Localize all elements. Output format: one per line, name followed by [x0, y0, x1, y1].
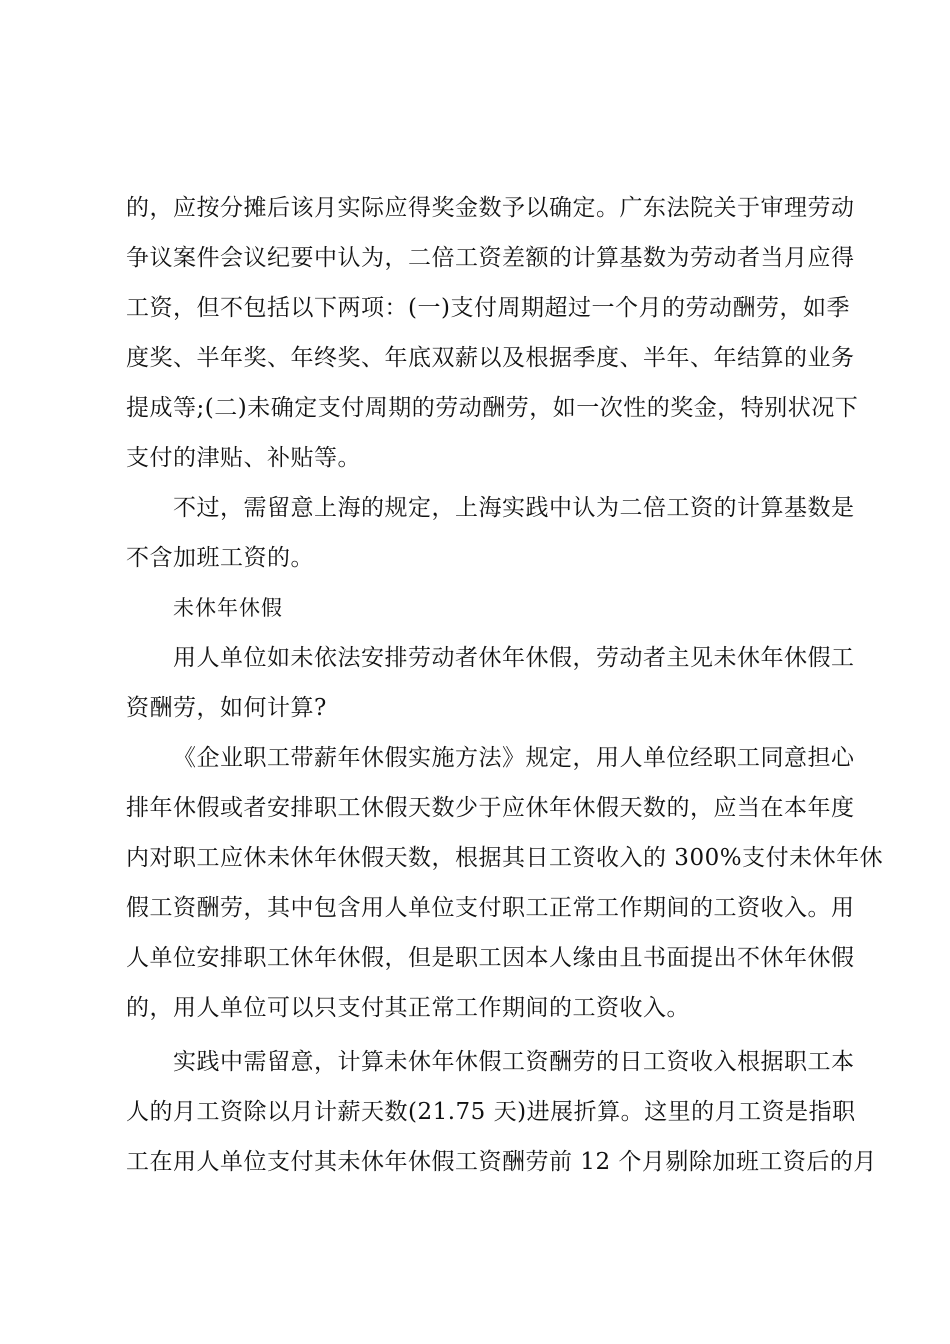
text-line: 人的月工资除以月计薪天数(21.75 天)进展折算。这里的月工资是指职 — [126, 1099, 856, 1125]
text-line: 不含加班工资的。 — [126, 545, 314, 571]
text-line: 假工资酬劳，其中包含用人单位支付职工正常工作期间的工资收入。用 — [126, 895, 855, 921]
text-line: 提成等;(二)未确定支付周期的劳动酬劳，如一次性的奖金，特别状况下 — [126, 395, 859, 421]
text-line: 支付的津贴、补贴等。 — [126, 445, 361, 471]
paragraph-regulation — [126, 733, 884, 1033]
text-line: 工在用人单位支付其未休年休假工资酬劳前 12 个月剔除加班工资后的月 — [126, 1149, 877, 1175]
section-heading: 未休年休假 — [173, 596, 283, 620]
paragraph-question — [126, 633, 855, 733]
text-line: 人单位安排职工休年休假，但是职工因本人缘由且书面提出不休年休假 — [126, 945, 855, 971]
text-line: 排年休假或者安排职工休假天数少于应休年休假天数的，应当在本年度 — [126, 795, 855, 821]
paragraph-shanghai-rule — [126, 483, 855, 583]
text-line: 的，用人单位可以只支付其正常工作期间的工资收入。 — [126, 995, 690, 1021]
text-line: 内对职工应休未休年休假天数，根据其日工资收入的 300%支付未休年休 — [126, 845, 884, 871]
text-line: 度奖、半年奖、年终奖、年底双薪以及根据季度、半年、年结算的业务 — [126, 345, 855, 371]
text-line: 的，应按分摊后该月实际应得奖金数予以确定。广东法院关于审理劳动 — [126, 195, 855, 221]
document-page — [126, 183, 884, 1187]
text-line: 实践中需留意，计算未休年休假工资酬劳的日工资收入根据职工本 — [173, 1049, 855, 1075]
paragraph-practice — [126, 1037, 877, 1187]
text-line: 工资，但不包括以下两项：(一)支付周期超过一个月的劳动酬劳，如季 — [126, 295, 850, 321]
text-line: 《企业职工带薪年休假实施方法》规定，用人单位经职工同意担心 — [173, 745, 855, 771]
text-line: 争议案件会议纪要中认为，二倍工资差额的计算基数为劳动者当月应得 — [126, 245, 855, 271]
text-line: 不过，需留意上海的规定，上海实践中认为二倍工资的计算基数是 — [173, 495, 855, 521]
paragraph-wage-base — [126, 183, 859, 483]
text-line: 资酬劳，如何计算? — [126, 695, 327, 721]
text-line: 用人单位如未依法安排劳动者休年休假，劳动者主见未休年休假工 — [173, 645, 855, 671]
